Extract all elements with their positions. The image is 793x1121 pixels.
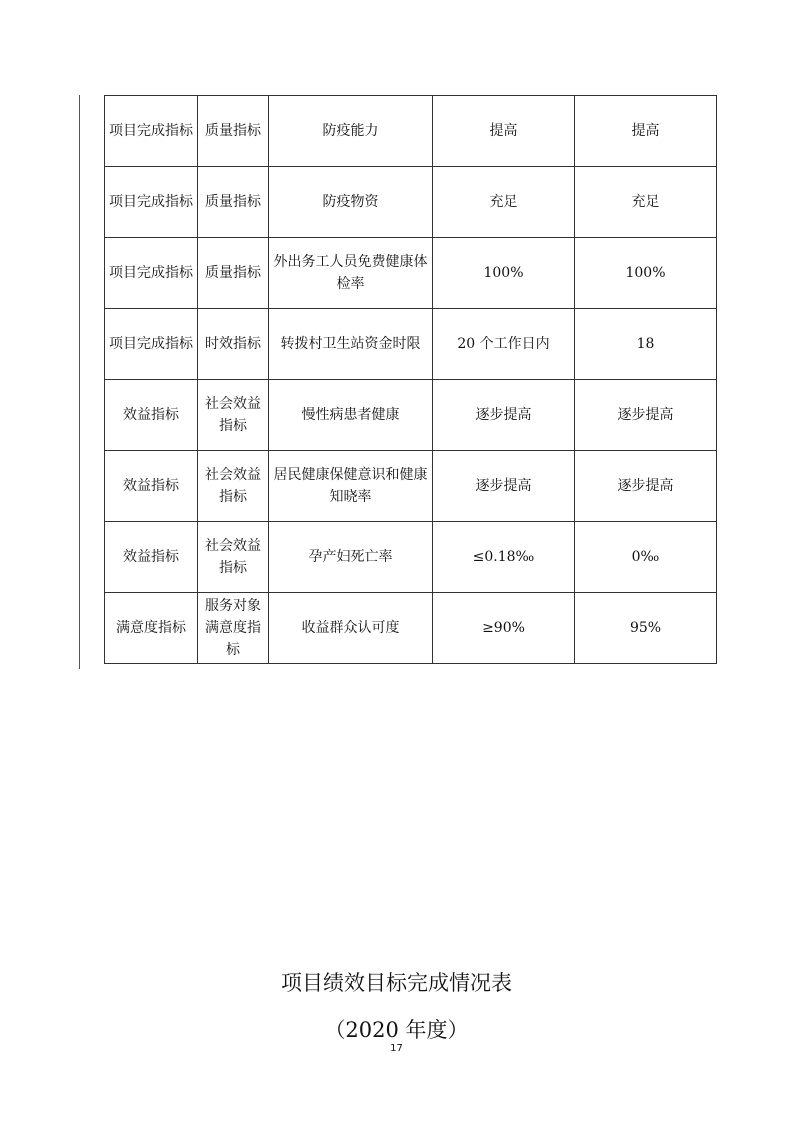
target-value-cell: 充足 <box>433 167 575 238</box>
first-level-indicator-cell: 项目完成指标 <box>105 96 198 167</box>
third-level-indicator-cell: 孕产妇死亡率 <box>269 522 433 593</box>
table-row <box>105 167 717 238</box>
margin-rule <box>79 95 80 669</box>
third-level-indicator-cell: 转拨村卫生站资金时限 <box>269 309 433 380</box>
first-level-indicator-cell: 项目完成指标 <box>105 238 198 309</box>
target-value-cell: 100% <box>433 238 575 309</box>
actual-value-cell: 充足 <box>575 167 717 238</box>
actual-value-cell: 0‰ <box>575 522 717 593</box>
actual-value-cell: 提高 <box>575 96 717 167</box>
target-value-cell: 20 个工作日内 <box>433 309 575 380</box>
first-level-indicator-cell: 效益指标 <box>105 380 198 451</box>
target-value-cell: ≤0.18‰ <box>433 522 575 593</box>
second-level-indicator-cell: 时效指标 <box>198 309 269 380</box>
third-level-indicator-cell: 居民健康保健意识和健康知晓率 <box>269 451 433 522</box>
page-number: 17 <box>390 1043 403 1054</box>
third-level-indicator-cell: 慢性病患者健康 <box>269 380 433 451</box>
third-level-indicator-cell: 防疫物资 <box>269 167 433 238</box>
second-level-indicator-cell: 质量指标 <box>198 96 269 167</box>
table-row <box>105 309 717 380</box>
actual-value-cell: 95% <box>575 593 717 664</box>
actual-value-cell: 逐步提高 <box>575 451 717 522</box>
table-row <box>105 593 717 664</box>
third-level-indicator-cell: 外出务工人员免费健康体检率 <box>269 238 433 309</box>
first-level-indicator-cell: 效益指标 <box>105 451 198 522</box>
first-level-indicator-cell: 项目完成指标 <box>105 309 198 380</box>
second-level-indicator-cell: 质量指标 <box>198 167 269 238</box>
second-level-indicator-cell: 服务对象满意度指标 <box>198 593 269 664</box>
second-level-indicator-cell: 社会效益指标 <box>198 380 269 451</box>
first-level-indicator-cell: 满意度指标 <box>105 593 198 664</box>
second-level-indicator-cell: 社会效益指标 <box>198 522 269 593</box>
first-level-indicator-cell: 项目完成指标 <box>105 167 198 238</box>
second-level-indicator-cell: 质量指标 <box>198 238 269 309</box>
third-level-indicator-cell: 收益群众认可度 <box>269 593 433 664</box>
target-value-cell: 提高 <box>433 96 575 167</box>
table-row <box>105 451 717 522</box>
actual-value-cell: 100% <box>575 238 717 309</box>
first-level-indicator-cell: 效益指标 <box>105 522 198 593</box>
target-value-cell: 逐步提高 <box>433 380 575 451</box>
section-subtitle: （2020 年度） <box>324 1018 469 1042</box>
performance-indicator-table <box>104 95 717 664</box>
target-value-cell: 逐步提高 <box>433 451 575 522</box>
actual-value-cell: 18 <box>575 309 717 380</box>
table-row <box>105 522 717 593</box>
actual-value-cell: 逐步提高 <box>575 380 717 451</box>
section-title: 项目绩效目标完成情况表 <box>281 971 512 995</box>
target-value-cell: ≥90% <box>433 593 575 664</box>
third-level-indicator-cell: 防疫能力 <box>269 96 433 167</box>
table-row <box>105 380 717 451</box>
second-level-indicator-cell: 社会效益指标 <box>198 451 269 522</box>
table-row <box>105 96 717 167</box>
table-row <box>105 238 717 309</box>
